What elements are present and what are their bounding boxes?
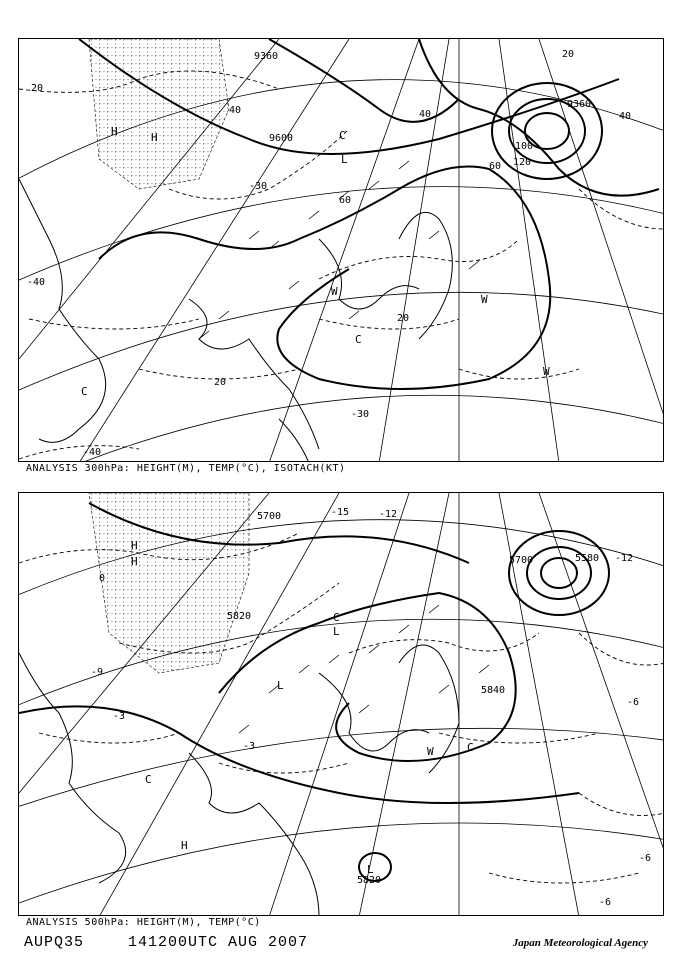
isotach-label: 100: [515, 141, 534, 152]
high-center: H: [111, 125, 118, 138]
panel-caption-500hpa: ANALYSIS 500hPa: HEIGHT(M), TEMP(°C): [26, 917, 261, 928]
warm-center: W: [481, 293, 488, 306]
analysis-timestamp: 141200UTC AUG 2007: [128, 934, 309, 951]
coastlines: [19, 645, 459, 916]
temp-label: -40: [27, 277, 46, 288]
temp-label: -6: [627, 697, 640, 708]
cold-center: C: [355, 333, 362, 346]
height-label: 5840: [481, 685, 506, 696]
isotach-label: 40: [619, 111, 632, 122]
map-svg-300hpa: [19, 39, 664, 462]
low-center: L: [367, 863, 374, 876]
isotach-label: 20: [31, 83, 44, 94]
temp-label: -6: [639, 853, 652, 864]
coastlines: [19, 179, 452, 462]
chart-code: AUPQ35: [24, 934, 85, 951]
cold-center: C: [81, 385, 88, 398]
height-label: 5820: [357, 875, 382, 886]
high-center: H: [131, 539, 138, 552]
height-label: 5820: [227, 611, 252, 622]
temp-label: -9: [91, 667, 104, 678]
warm-center: W: [543, 365, 550, 378]
high-center: H: [151, 131, 158, 144]
cold-center: C: [333, 611, 340, 624]
isotach-label: 20: [214, 377, 227, 388]
height-label: 5700: [257, 511, 282, 522]
low-center: L: [277, 679, 284, 692]
warm-center: W: [427, 745, 434, 758]
isotach-label: 20: [562, 49, 575, 60]
isotach-label: 40: [229, 105, 242, 116]
map-svg-500hpa: [19, 493, 664, 916]
cold-center: C: [339, 129, 346, 142]
hatched-area: [89, 493, 252, 673]
temp-label: 0: [99, 573, 106, 584]
high-center: H: [181, 839, 188, 852]
height-label: 9600: [269, 133, 294, 144]
agency-credit: Japan Meteorological Agency: [512, 937, 648, 949]
height-label: 5700: [509, 555, 534, 566]
temp-label: -12: [615, 553, 634, 564]
cold-center: C: [145, 773, 152, 786]
isotach-label: 60: [489, 161, 502, 172]
temp-label: -15: [331, 507, 350, 518]
temp-label: -12: [379, 509, 398, 520]
isotach-label: 40: [419, 109, 432, 120]
temp-label: -6: [599, 897, 612, 908]
height-labels: [254, 51, 591, 144]
height-label: 5580: [575, 553, 600, 564]
height-label: 9360: [254, 51, 279, 62]
cold-center: C: [467, 741, 474, 754]
wind-barbs: [239, 605, 489, 733]
low-center: L: [333, 625, 340, 638]
temp-label: -30: [249, 181, 268, 192]
temp-label: -3: [243, 741, 256, 752]
isotach-label: 20: [397, 313, 410, 324]
height-label: 9360: [567, 99, 592, 110]
map-panel-300hpa: [18, 38, 664, 462]
warm-center: W: [331, 285, 338, 298]
temp-label: -30: [351, 409, 370, 420]
low-center: L: [341, 153, 348, 166]
isotach-label: 60: [339, 195, 352, 206]
wind-barbs: [199, 161, 479, 339]
isotach-label: 120: [513, 157, 532, 168]
map-panel-500hpa: [18, 492, 664, 916]
high-center: H: [131, 555, 138, 568]
temp-label: -3: [113, 711, 126, 722]
temp-label: -40: [83, 447, 102, 458]
panel-caption-300hpa: ANALYSIS 300hPa: HEIGHT(M), TEMP(°C), ISOTACH(KT): [26, 463, 346, 474]
